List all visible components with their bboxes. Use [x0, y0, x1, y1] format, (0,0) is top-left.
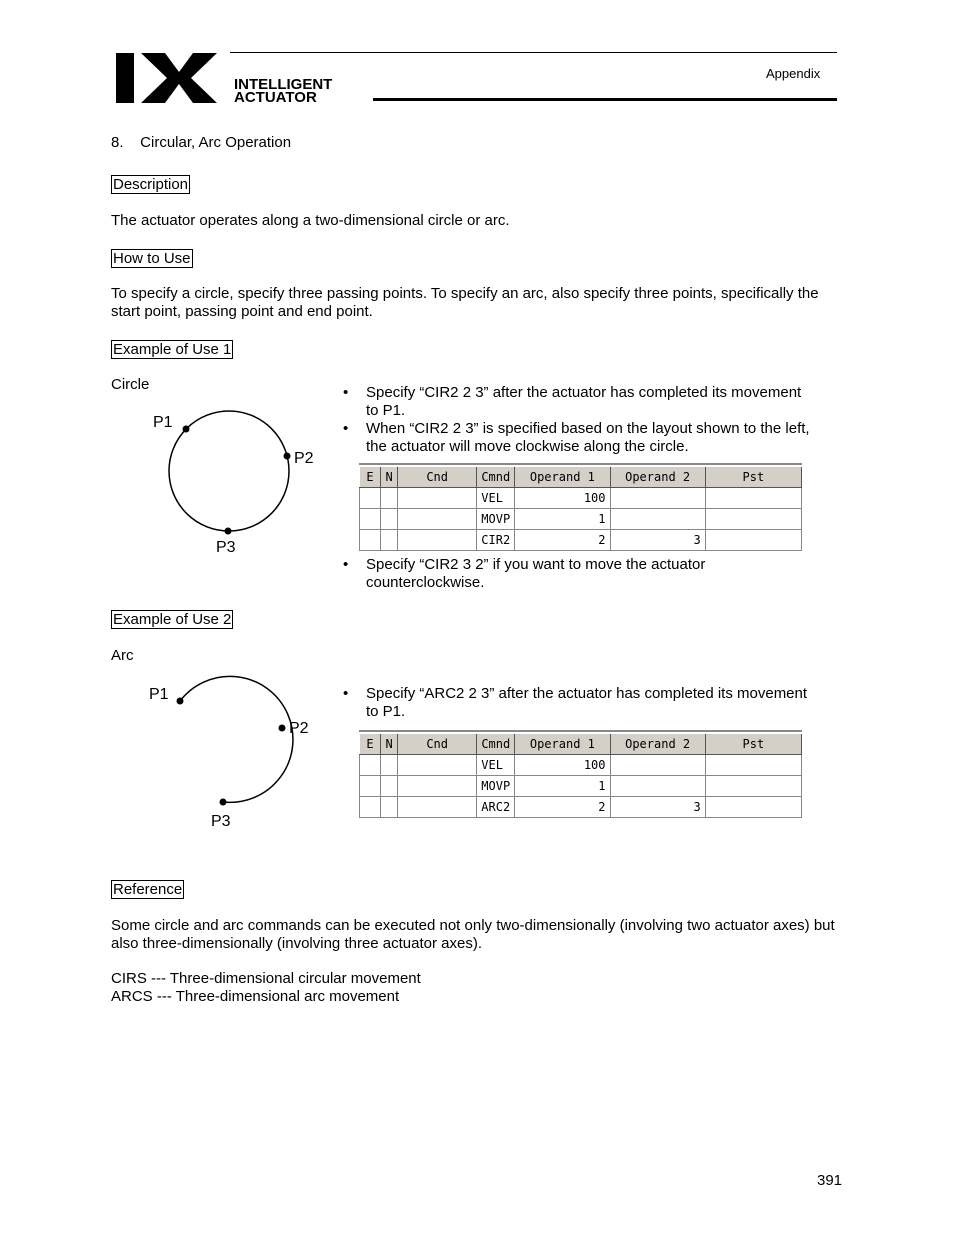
example1-bullet-after-wrap: [341, 556, 811, 592]
table-cell: 3: [610, 530, 705, 551]
example2-heading: Example of Use 2: [113, 611, 232, 628]
example1-bullet-3: • Specify “CIR2 3 2” if you want to move the actuator counterclockwise.: [341, 556, 811, 592]
column-header: Pst: [705, 466, 801, 488]
table-cell: [360, 776, 381, 797]
example1-bullets: [341, 384, 811, 456]
table-cell: [610, 776, 705, 797]
table-cell: [705, 530, 801, 551]
column-header: Cmnd: [477, 733, 515, 755]
table-row: [360, 488, 802, 509]
table-cell: [398, 530, 477, 551]
section-title: 8. Circular, Arc Operation: [111, 134, 292, 151]
column-header: Cnd: [398, 466, 477, 488]
circle-label-p1: P1: [153, 414, 173, 431]
table-cell: [360, 755, 381, 776]
how-to-use-heading-wrap: [111, 249, 193, 268]
table-cell: [381, 797, 398, 818]
table-row: [360, 530, 802, 551]
example1-bullet-1: • Specify “CIR2 2 3” after the actuator has completed its movement to P1.: [341, 384, 811, 420]
table-cell: CIR2: [477, 530, 515, 551]
table-cell: [381, 530, 398, 551]
table-cell: [705, 797, 801, 818]
table-cell: ARC2: [477, 797, 515, 818]
column-header: Operand 2: [610, 466, 705, 488]
table-cell: [381, 509, 398, 530]
arc-label-p2: P2: [289, 720, 309, 737]
arc-point-p3: [220, 799, 227, 806]
table-cell: VEL: [477, 755, 515, 776]
column-header: N: [381, 733, 398, 755]
example1-heading-wrap: [111, 340, 233, 359]
circle-point-p3: [225, 528, 232, 535]
how-to-use-text: To specify a circle, specify three passing points. To specify an arc, also specify three points, specifically the start point, passing point and end point.: [111, 285, 819, 320]
description-heading-wrap: [111, 175, 190, 194]
example2-bullet-1: • Specify “ARC2 2 3” after the actuator has completed its movement to P1.: [341, 685, 811, 721]
table-cell: 2: [515, 530, 610, 551]
table-cell: [398, 755, 477, 776]
table-cell: [360, 530, 381, 551]
reference-heading: Reference: [113, 881, 183, 898]
header-rule-thick: [373, 98, 837, 101]
table-cell: 1: [515, 509, 610, 530]
example2-caption: Arc: [111, 647, 134, 664]
brand-logo: [113, 50, 403, 106]
example2-bullets: [341, 685, 811, 721]
column-header: Cnd: [398, 733, 477, 755]
table-cell: 2: [515, 797, 610, 818]
column-header: N: [381, 466, 398, 488]
table-cell: [381, 776, 398, 797]
circle-label-p3: P3: [216, 539, 236, 556]
table-cell: [381, 755, 398, 776]
column-header: E: [360, 466, 381, 488]
example1-heading: Example of Use 1: [113, 341, 232, 358]
table-cell: [381, 488, 398, 509]
table-cell: [705, 755, 801, 776]
arc-point-p1: [177, 698, 184, 705]
table-cell: 100: [515, 755, 610, 776]
description-heading: Description: [113, 176, 189, 193]
table-cell: [610, 755, 705, 776]
table-cell: 3: [610, 797, 705, 818]
example1-program-table: [359, 463, 802, 555]
arc-label-p3: P3: [211, 813, 231, 830]
column-header: E: [360, 733, 381, 755]
how-to-use-heading: How to Use: [113, 250, 191, 267]
table-row: [360, 755, 802, 776]
table-cell: [398, 509, 477, 530]
table-cell: [705, 776, 801, 797]
reference-line2: ARCS --- Three-dimensional arc movement: [111, 988, 400, 1005]
table-cell: [398, 488, 477, 509]
table-cell: MOVP: [477, 509, 515, 530]
reference-heading-wrap: [111, 880, 184, 899]
table-cell: [398, 797, 477, 818]
circle-point-p2: [284, 453, 291, 460]
circle-diagram: [140, 400, 330, 560]
example2-heading-wrap: [111, 610, 233, 629]
brand-line1: INTELLIGENT: [234, 76, 333, 93]
column-header: Operand 2: [610, 733, 705, 755]
table-cell: [610, 509, 705, 530]
table-row: [360, 776, 802, 797]
table-cell: [360, 488, 381, 509]
brand-line2: ACTUATOR: [234, 89, 317, 106]
table-cell: VEL: [477, 488, 515, 509]
table-row: [360, 509, 802, 530]
header-rule: [230, 52, 837, 53]
circle-label-p2: P2: [294, 450, 314, 467]
table-cell: [360, 509, 381, 530]
reference-line1: CIRS --- Three-dimensional circular movement: [111, 970, 421, 987]
table-cell: [705, 488, 801, 509]
ix-logo-icon: [113, 50, 403, 106]
column-header: Pst: [705, 733, 801, 755]
table-cell: [610, 488, 705, 509]
table-cell: MOVP: [477, 776, 515, 797]
table-cell: [398, 776, 477, 797]
arc-label-p1: P1: [149, 686, 169, 703]
column-header: Operand 1: [515, 733, 610, 755]
column-header: Operand 1: [515, 466, 610, 488]
table-cell: [705, 509, 801, 530]
description-text: The actuator operates along a two-dimensional circle or arc.: [111, 212, 510, 229]
circle-point-p1: [183, 426, 190, 433]
reference-text: Some circle and arc commands can be executed not only two-dimensionally (involving two actuator axes) but also three-dimensionally (involving three actuator axes).: [111, 917, 835, 952]
arc-point-p2: [279, 725, 286, 732]
example2-program-table: [359, 730, 802, 822]
arc-diagram: [140, 672, 330, 832]
table-row: [360, 797, 802, 818]
column-header: Cmnd: [477, 466, 515, 488]
page-number: 391: [817, 1172, 843, 1189]
table-cell: 1: [515, 776, 610, 797]
table-cell: 100: [515, 488, 610, 509]
example1-bullet-2: • When “CIR2 2 3” is specified based on the layout shown to the left, the actuator will move clockwise along the circle.: [341, 420, 811, 456]
header-section: Appendix: [766, 66, 821, 81]
example1-caption: Circle: [111, 376, 150, 393]
table-cell: [360, 797, 381, 818]
